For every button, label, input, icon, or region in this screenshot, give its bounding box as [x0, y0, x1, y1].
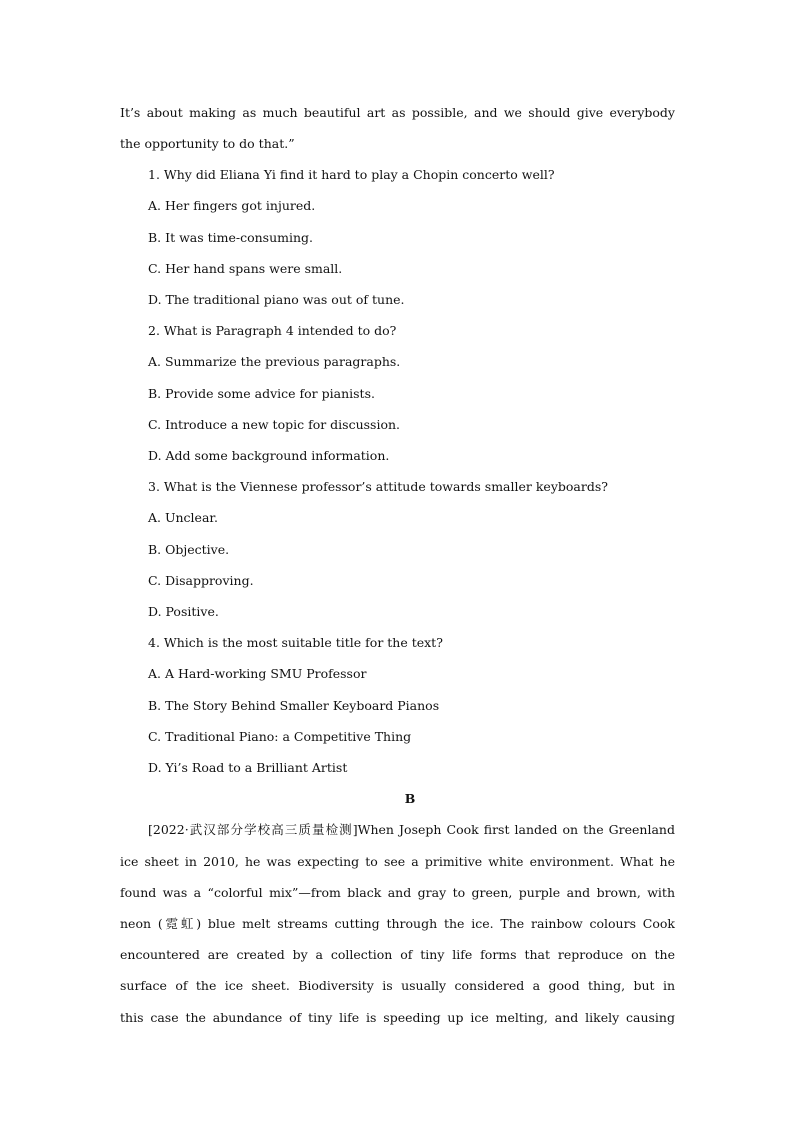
question-1-option-d: D. The traditional piano was out of tune. [148, 292, 405, 307]
passage-b-line: [2022·武汉部分学校高三质量检测]When Joseph Cook first landed on the Greenland [148, 822, 675, 837]
passage-b-line: ice sheet in 2010, he was expecting to see a primitive white environment. What he [120, 854, 675, 869]
passage-b-line: this case the abundance of tiny life is speeding up ice melting, and likely causing [120, 1010, 675, 1025]
question-1-option-c: C. Her hand spans were small. [148, 261, 343, 276]
question-2-option-b: B. Provide some advice for pianists. [148, 386, 375, 401]
question-3-option-b: B. Objective. [148, 542, 230, 557]
question-2-option-a: A. Summarize the previous paragraphs. [148, 354, 401, 369]
question-4-option-a: A. A Hard-working SMU Professor [148, 666, 367, 681]
question-4-option-b: B. The Story Behind Smaller Keyboard Pianos [148, 698, 440, 713]
passage-b-line: found was a “colorful mix”—from black and gray to green, purple and brown, with [120, 885, 675, 900]
question-3-option-a: A. Unclear. [148, 510, 218, 525]
question-4-stem: 4. Which is the most suitable title for the text? [148, 635, 443, 650]
question-3-option-d: D. Positive. [148, 604, 219, 619]
question-1-option-b: B. It was time-consuming. [148, 230, 314, 245]
question-2-option-d: D. Add some background information. [148, 448, 390, 463]
question-3-stem: 3. What is the Viennese professor’s attitude towards smaller keyboards? [148, 479, 608, 494]
passage-b-line: neon (霓虹) blue melt streams cutting through the ice. The rainbow colours Cook [120, 916, 675, 931]
question-3-option-c: C. Disapproving. [148, 573, 254, 588]
question-1-stem: 1. Why did Eliana Yi find it hard to play a Chopin concerto well? [148, 167, 555, 182]
question-4-option-c: C. Traditional Piano: a Competitive Thing [148, 729, 412, 744]
question-2-stem: 2. What is Paragraph 4 intended to do? [148, 323, 397, 338]
passage-line: the opportunity to do that.” [120, 136, 295, 151]
question-4-option-d: D. Yi’s Road to a Brilliant Artist [148, 760, 348, 775]
question-1-option-a: A. Her fingers got injured. [148, 198, 316, 213]
passage-b-line: encountered are created by a collection of tiny life forms that reproduce on the [120, 947, 675, 962]
passage-line: It’s about making as much beautiful art as possible, and we should give everybody [120, 105, 675, 120]
question-2-option-c: C. Introduce a new topic for discussion. [148, 417, 401, 432]
section-heading: B [404, 791, 416, 806]
passage-b-line: surface of the ice sheet. Biodiversity is usually considered a good thing, but in [120, 978, 675, 993]
